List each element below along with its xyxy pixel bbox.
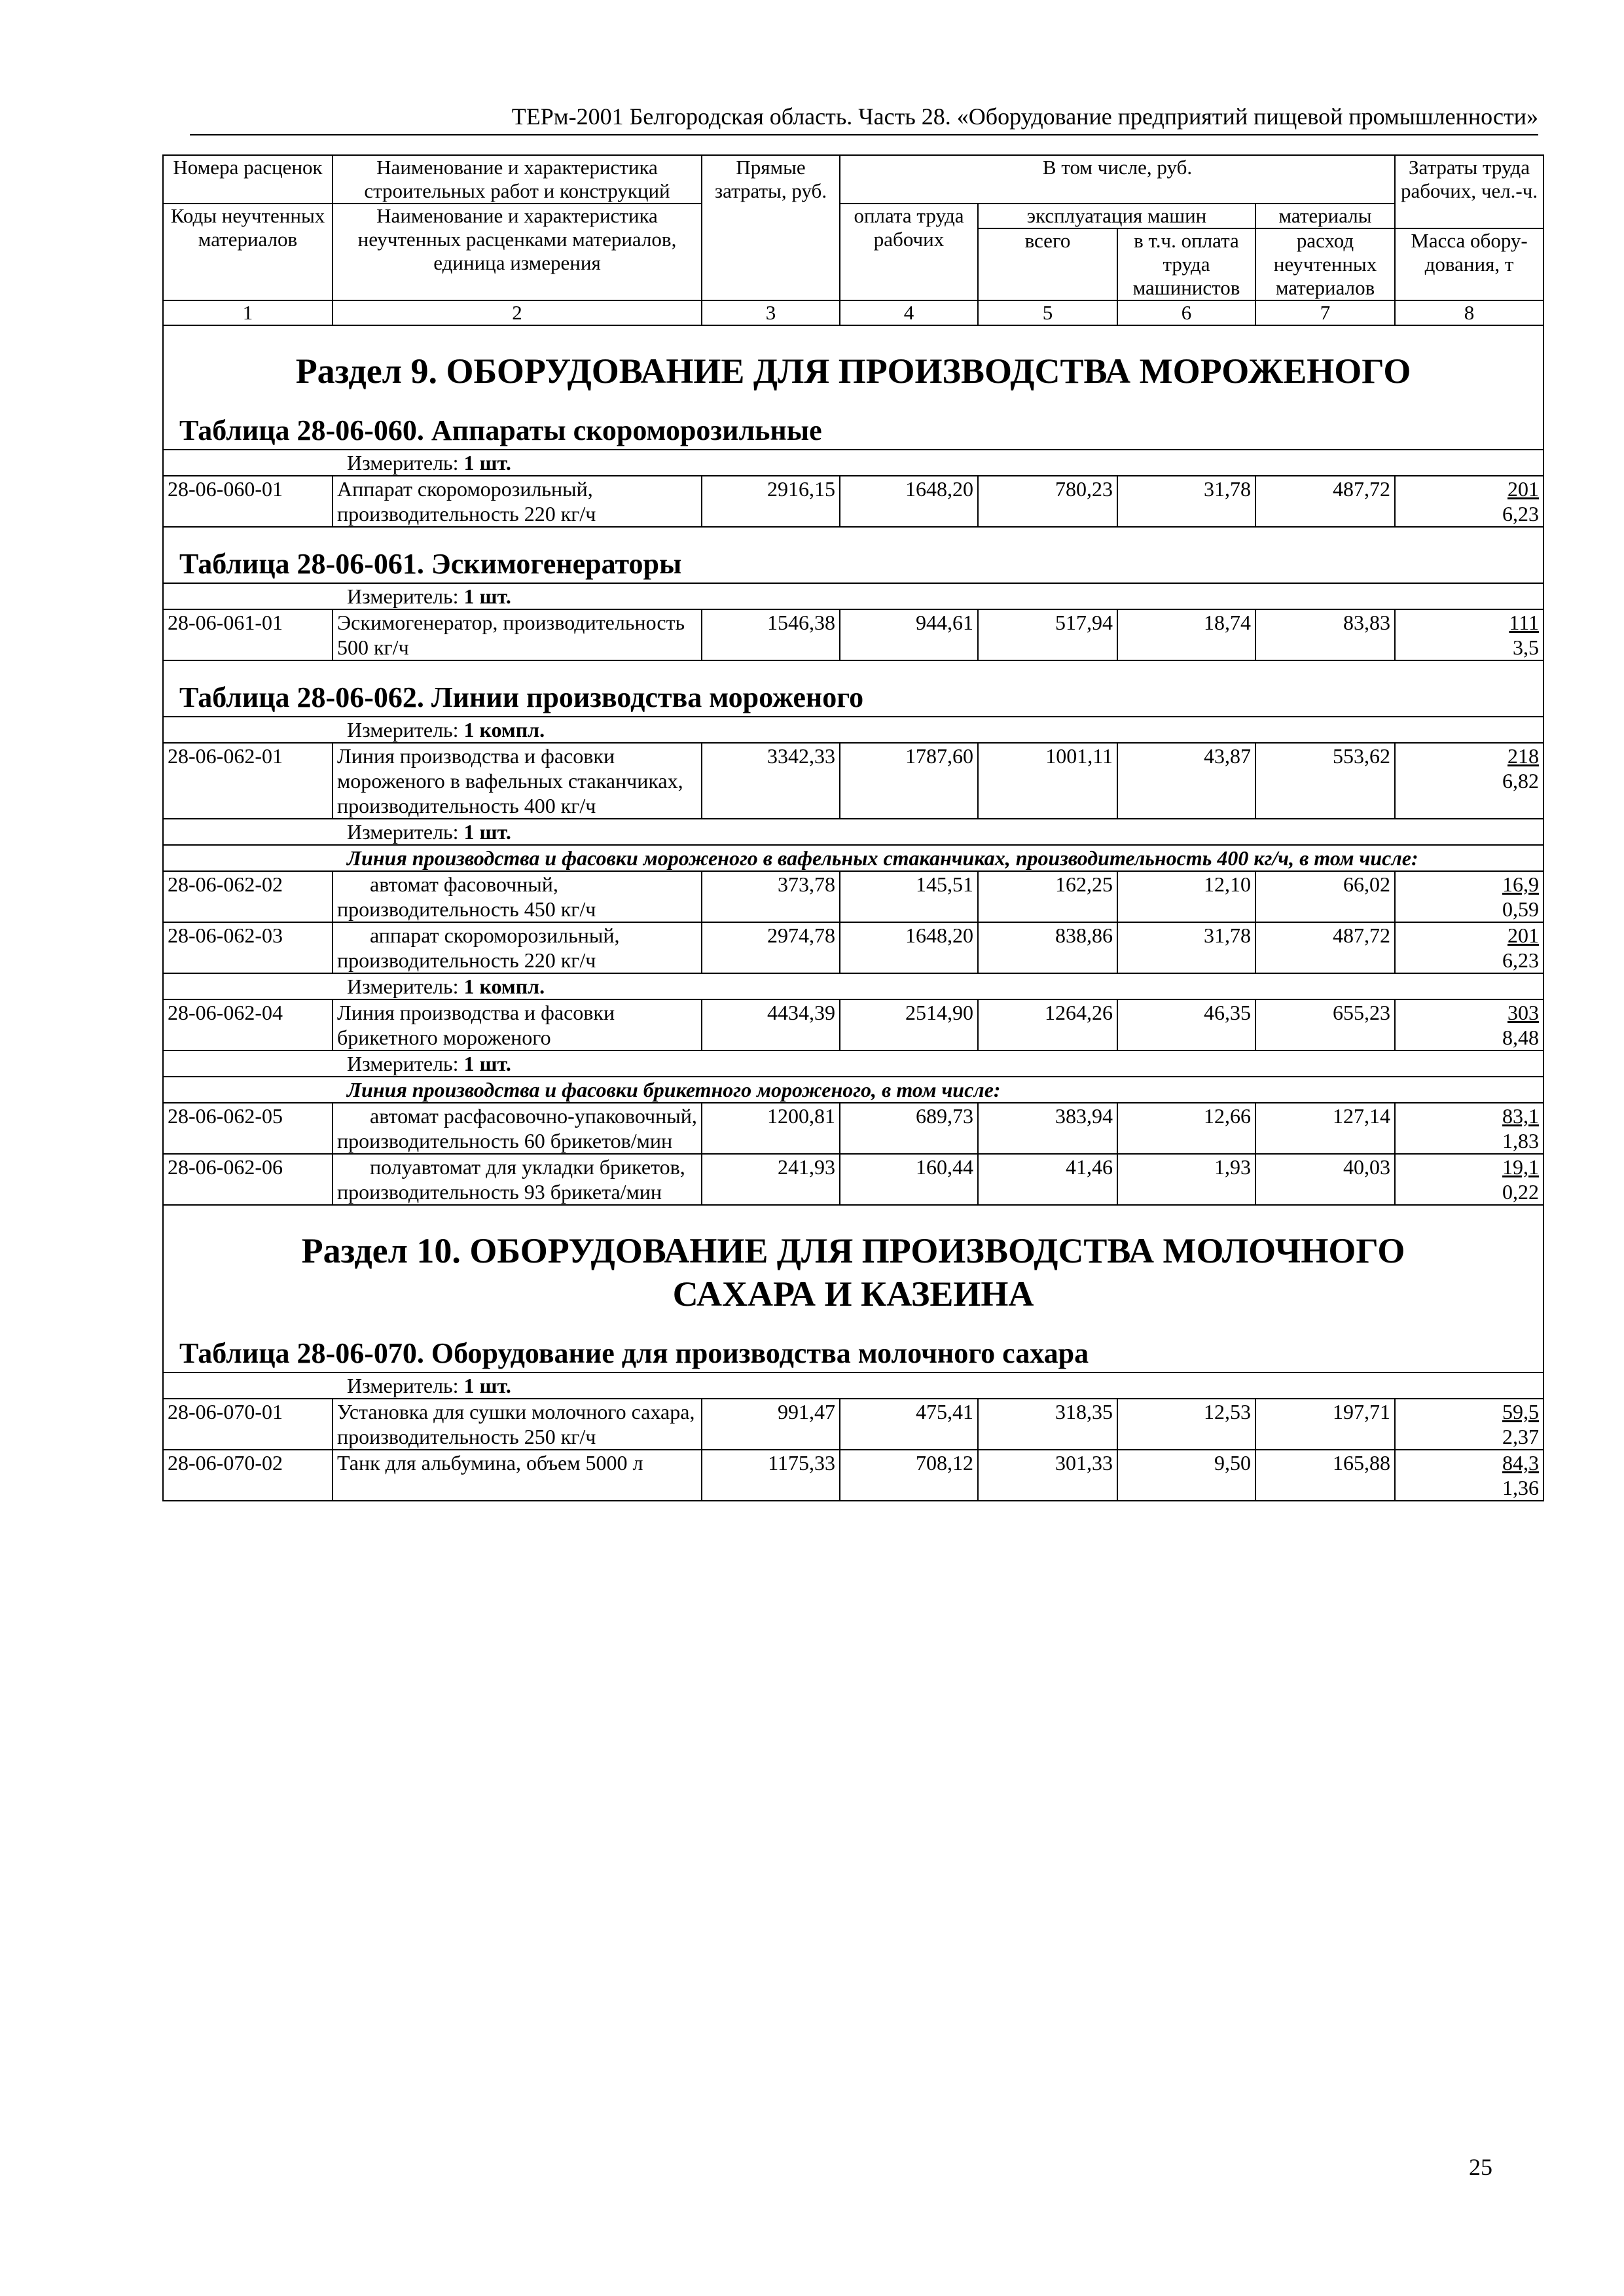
labor-hours: 111 (1509, 611, 1540, 634)
labor-hours: 59,5 (1502, 1400, 1540, 1424)
column-number: 6 (1117, 300, 1255, 325)
machine-cost: 301,33 (978, 1450, 1117, 1501)
table-title: Таблица 28-06-060. Аппараты скороморозильные (163, 412, 1543, 450)
machinist-cost: 43,87 (1117, 743, 1255, 819)
col8-bottom-header: Масса обору-дования, т (1395, 228, 1543, 300)
measure-unit: Измеритель: 1 компл. (163, 973, 1543, 999)
rate-name: полуавтомат для укладки брикетов, производительность 93 брикета/мин (337, 1155, 685, 1204)
col1-bottom-header: Коды неучтенных материалов (163, 204, 333, 300)
column-number: 3 (702, 300, 840, 325)
labor-cost: 944,61 (840, 609, 978, 660)
equipment-mass: 6,23 (1502, 948, 1540, 972)
col2-top-header: Наименование и характеристика строительных работ и конструкций (333, 155, 702, 204)
labor-hours: 303 (1507, 1001, 1540, 1024)
labor-cost: 2514,90 (840, 999, 978, 1050)
labor-hours: 84,3 (1502, 1451, 1540, 1475)
table-row (163, 743, 1543, 819)
machinist-cost: 31,78 (1117, 476, 1255, 527)
column-number: 2 (333, 300, 702, 325)
rate-code: 28-06-062-01 (163, 743, 333, 819)
rate-name-cell (333, 922, 702, 973)
table-row (163, 1399, 1543, 1450)
table-row (163, 871, 1543, 922)
table-title: Таблица 28-06-061. Эскимогенераторы (163, 546, 1543, 583)
machine-cost: 780,23 (978, 476, 1117, 527)
column-number: 1 (163, 300, 333, 325)
table-header-row (163, 204, 1543, 228)
rate-name: Аппарат скороморозильный, производительность 220 кг/ч (333, 476, 702, 527)
col1-top-header: Номера расценок (163, 155, 333, 204)
materials-cost: 487,72 (1255, 922, 1395, 973)
labor-hours: 201 (1507, 477, 1540, 501)
group-note: Линия производства и фасовки мороженого в вафельных стаканчиках, производительность 400 кг/ч, в том числе: (163, 845, 1543, 871)
rate-code: 28-06-062-03 (163, 922, 333, 973)
direct-cost: 3342,33 (702, 743, 840, 819)
materials-cost: 655,23 (1255, 999, 1395, 1050)
measure-unit: Измеритель: 1 шт. (163, 583, 1543, 609)
machine-cost: 517,94 (978, 609, 1117, 660)
labor-mass-cell (1395, 609, 1543, 660)
labor-cost: 1648,20 (840, 476, 978, 527)
labor-mass-cell (1395, 999, 1543, 1050)
machine-cost: 1001,11 (978, 743, 1117, 819)
col5-header: всего (978, 228, 1117, 300)
column-number: 5 (978, 300, 1117, 325)
materials-cost: 127,14 (1255, 1103, 1395, 1154)
materials-cost: 553,62 (1255, 743, 1395, 819)
materials-cost: 487,72 (1255, 476, 1395, 527)
labor-cost: 145,51 (840, 871, 978, 922)
table-row (163, 1154, 1543, 1205)
equipment-mass: 3,5 (1513, 636, 1540, 659)
col7-header: расход неучтенных материалов (1255, 228, 1395, 300)
section-title: Раздел 9. ОБОРУДОВАНИЕ ДЛЯ ПРОИЗВОДСТВА МОРОЖЕНОГО (163, 350, 1543, 393)
labor-mass-cell (1395, 743, 1543, 819)
direct-cost: 1546,38 (702, 609, 840, 660)
table-row (163, 1450, 1543, 1501)
table-row (163, 999, 1543, 1050)
labor-cost: 1648,20 (840, 922, 978, 973)
rate-name: Установка для сушки молочного сахара, производительность 250 кг/ч (333, 1399, 702, 1450)
equipment-mass: 8,48 (1502, 1026, 1540, 1049)
labor-hours: 218 (1507, 744, 1540, 768)
col3-header: Прямые затраты, руб. (702, 155, 840, 300)
direct-cost: 2916,15 (702, 476, 840, 527)
measure-unit: Измеритель: 1 шт. (163, 1372, 1543, 1399)
column-number: 4 (840, 300, 978, 325)
direct-cost: 373,78 (702, 871, 840, 922)
labor-hours: 83,1 (1502, 1104, 1540, 1128)
labor-hours: 201 (1507, 924, 1540, 947)
col8-top-header: Затраты труда рабочих, чел.-ч. (1395, 155, 1543, 228)
measure-unit: Измеритель: 1 компл. (163, 717, 1543, 743)
rate-name: Эскимогенератор, производительность 500 кг/ч (333, 609, 702, 660)
rate-code: 28-06-061-01 (163, 609, 333, 660)
machinist-cost: 1,93 (1117, 1154, 1255, 1205)
equipment-mass: 0,59 (1502, 897, 1540, 921)
table-row (163, 609, 1543, 660)
equipment-mass: 0,22 (1502, 1180, 1540, 1204)
labor-hours: 19,1 (1502, 1155, 1540, 1179)
direct-cost: 1200,81 (702, 1103, 840, 1154)
labor-cost: 1787,60 (840, 743, 978, 819)
section-title: Раздел 10. ОБОРУДОВАНИЕ ДЛЯ ПРОИЗВОДСТВА МОЛОЧНОГО САХАРА И КАЗЕИНА (163, 1229, 1543, 1316)
machinist-cost: 12,53 (1117, 1399, 1255, 1450)
direct-cost: 991,47 (702, 1399, 840, 1450)
labor-mass-cell (1395, 476, 1543, 527)
rate-code: 28-06-062-04 (163, 999, 333, 1050)
labor-mass-cell (1395, 1103, 1543, 1154)
rate-name: аппарат скороморозильный, производительность 220 кг/ч (337, 924, 620, 972)
col4-header: оплата труда рабочих (840, 204, 978, 300)
labor-mass-cell (1395, 1450, 1543, 1501)
table-title: Таблица 28-06-070. Оборудование для производства молочного сахара (163, 1335, 1543, 1372)
labor-mass-cell (1395, 922, 1543, 973)
direct-cost: 4434,39 (702, 999, 840, 1050)
measure-unit: Измеритель: 1 шт. (163, 819, 1543, 845)
machine-cost: 318,35 (978, 1399, 1117, 1450)
machinist-cost: 9,50 (1117, 1450, 1255, 1501)
direct-cost: 241,93 (702, 1154, 840, 1205)
machine-cost: 838,86 (978, 922, 1117, 973)
rate-code: 28-06-062-06 (163, 1154, 333, 1205)
rates-table (162, 154, 1544, 1501)
materials-cost: 165,88 (1255, 1450, 1395, 1501)
machine-cost: 1264,26 (978, 999, 1117, 1050)
rate-code: 28-06-060-01 (163, 476, 333, 527)
direct-cost: 1175,33 (702, 1450, 840, 1501)
rate-code: 28-06-070-01 (163, 1399, 333, 1450)
machines-header: эксплуатация машин (978, 204, 1255, 228)
labor-mass-cell (1395, 1154, 1543, 1205)
rate-name-cell (333, 1103, 702, 1154)
group-header: В том числе, руб. (840, 155, 1395, 204)
column-number: 7 (1255, 300, 1395, 325)
materials-cost: 66,02 (1255, 871, 1395, 922)
rate-code: 28-06-070-02 (163, 1450, 333, 1501)
labor-mass-cell (1395, 871, 1543, 922)
materials-cost: 197,71 (1255, 1399, 1395, 1450)
table-row (163, 476, 1543, 527)
table-row (163, 1103, 1543, 1154)
rate-name: автомат расфасовочно-упаковочный, производительность 60 брикетов/мин (337, 1104, 697, 1153)
rate-name: Линия производства и фасовки брикетного мороженого (333, 999, 702, 1050)
col2-bottom-header: Наименование и характеристика неучтенных расценками материалов, единица измерения (333, 204, 702, 300)
labor-cost: 689,73 (840, 1103, 978, 1154)
machine-cost: 383,94 (978, 1103, 1117, 1154)
table-row (163, 922, 1543, 973)
rate-code: 28-06-062-02 (163, 871, 333, 922)
rate-name: автомат фасовочный, производительность 450 кг/ч (337, 872, 596, 921)
col6-header: в т.ч. оплата труда машинистов (1117, 228, 1255, 300)
machine-cost: 162,25 (978, 871, 1117, 922)
column-number: 8 (1395, 300, 1543, 325)
machinist-cost: 18,74 (1117, 609, 1255, 660)
rate-code: 28-06-062-05 (163, 1103, 333, 1154)
running-header: ТЕРм-2001 Белгородская область. Часть 28. «Оборудование предприятий пищевой промышленности» (190, 99, 1538, 135)
labor-mass-cell (1395, 1399, 1543, 1450)
group-note: Линия производства и фасовки брикетного мороженого, в том числе: (163, 1077, 1543, 1103)
materials-header: материалы (1255, 204, 1395, 228)
materials-cost: 83,83 (1255, 609, 1395, 660)
labor-cost: 475,41 (840, 1399, 978, 1450)
equipment-mass: 6,23 (1502, 502, 1540, 526)
equipment-mass: 1,83 (1502, 1129, 1540, 1153)
direct-cost: 2974,78 (702, 922, 840, 973)
rate-name-cell (333, 871, 702, 922)
labor-cost: 708,12 (840, 1450, 978, 1501)
machine-cost: 41,46 (978, 1154, 1117, 1205)
table-header-row (163, 155, 1543, 204)
machinist-cost: 31,78 (1117, 922, 1255, 973)
machinist-cost: 12,10 (1117, 871, 1255, 922)
measure-unit: Измеритель: 1 шт. (163, 450, 1543, 476)
rate-name-cell (333, 1154, 702, 1205)
table-title: Таблица 28-06-062. Линии производства мороженого (163, 679, 1543, 717)
page-number: 25 (1469, 2154, 1492, 2180)
machinist-cost: 12,66 (1117, 1103, 1255, 1154)
equipment-mass: 6,82 (1502, 769, 1540, 793)
labor-cost: 160,44 (840, 1154, 978, 1205)
materials-cost: 40,03 (1255, 1154, 1395, 1205)
machinist-cost: 46,35 (1117, 999, 1255, 1050)
rate-name: Линия производства и фасовки мороженого в вафельных стаканчиках, производительность 400 кг/ч (333, 743, 702, 819)
rate-name: Танк для альбумина, объем 5000 л (333, 1450, 702, 1501)
equipment-mass: 2,37 (1502, 1425, 1540, 1448)
labor-hours: 16,9 (1502, 872, 1540, 896)
column-numbers-row (163, 300, 1543, 325)
measure-unit: Измеритель: 1 шт. (163, 1050, 1543, 1077)
equipment-mass: 1,36 (1502, 1476, 1540, 1499)
